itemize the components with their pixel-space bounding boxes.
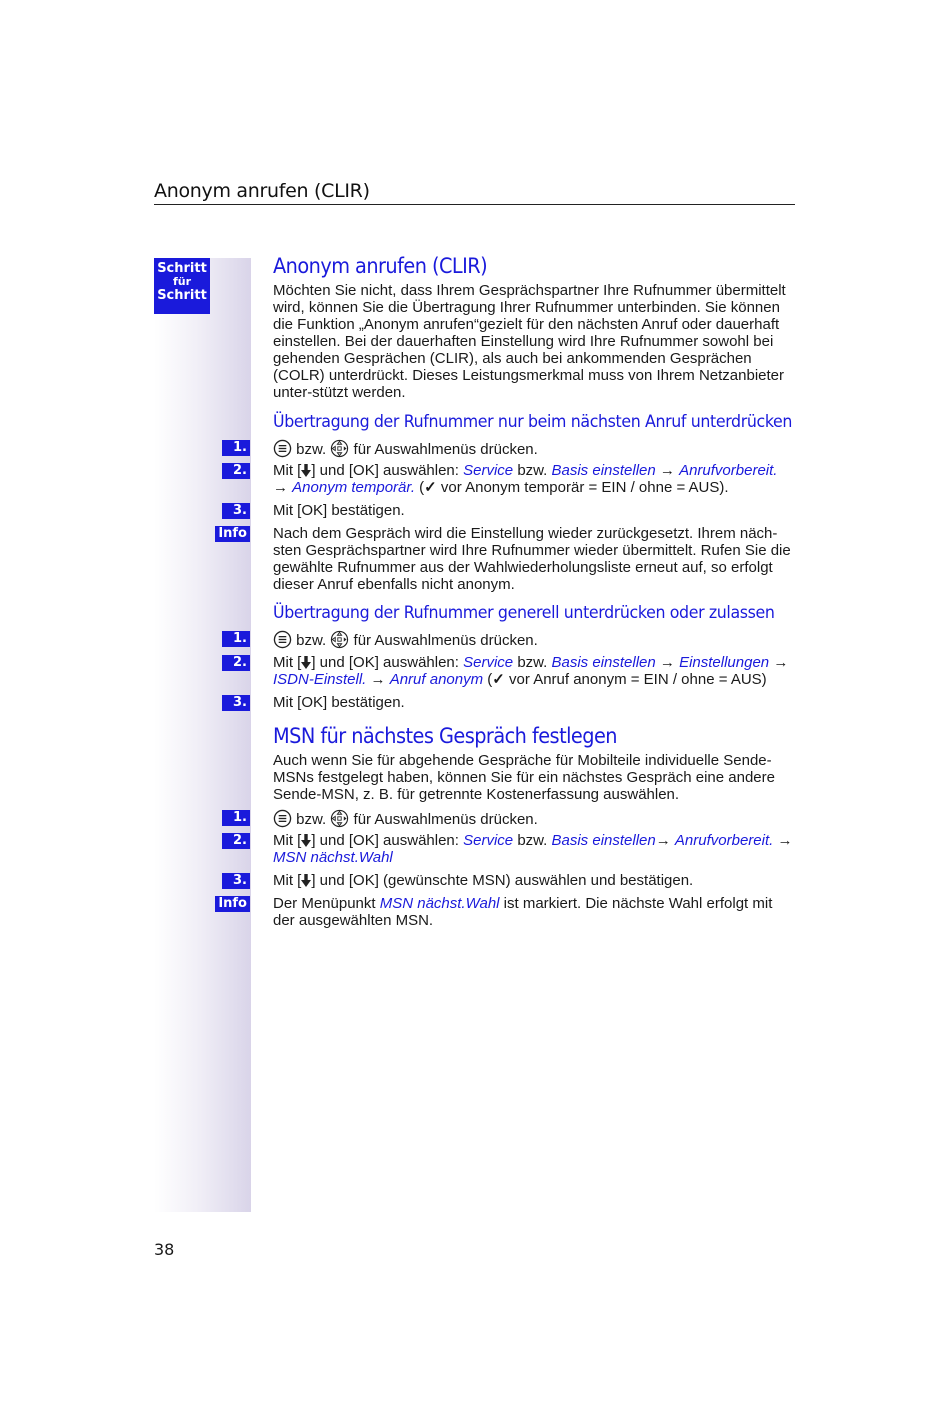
arrow-down-icon xyxy=(301,464,311,477)
badge-line-2: für xyxy=(172,275,192,288)
section-anonym-heading xyxy=(273,254,795,278)
step-marker: 1. xyxy=(222,631,250,647)
menu-key-icon xyxy=(273,809,292,828)
step-marker: 3. xyxy=(222,873,250,889)
step-marker: 3. xyxy=(222,695,250,711)
step-text: für Auswahlmenüs drücken. xyxy=(353,441,538,458)
section-msn-intro xyxy=(273,752,795,803)
step-text: ] und [OK] (gewünschte MSN) auswählen und bestätigen. xyxy=(311,872,694,889)
step-mid: ] und [OK] auswählen: xyxy=(311,462,459,479)
section-anonym-intro xyxy=(273,282,795,401)
menu-key-icon xyxy=(273,630,292,649)
menu-arrow: → xyxy=(777,832,793,849)
menu-basis-einstellen: Basis einstellen xyxy=(551,832,656,849)
menu-anrufvorbereit: Anrufvorbereit. xyxy=(679,462,778,479)
navigation-key-icon xyxy=(330,439,349,458)
intro-paragraph: Auch wenn Sie für abgehende Gespräche für Mobilteile individuelle Sende-MSNs festgelegt haben, können Sie für ein nächstes Gespräch eine andere Sende-MSN, z. B. für getrennte Kostenerfassung auswählen. xyxy=(273,752,775,803)
menu-isdn-einstell: ISDN-Einstell. xyxy=(273,671,367,688)
menu-arrow: → xyxy=(773,654,789,671)
checkmark-icon: ✓ xyxy=(492,671,505,688)
msn-info xyxy=(273,895,795,929)
sub1-step-1 xyxy=(273,439,795,458)
arrow-down-icon xyxy=(301,874,311,887)
menu-basis-einstellen: Basis einstellen xyxy=(551,654,656,671)
info-text: Nach dem Gespräch wird die Einstellung wieder zurückgesetzt. Ihrem näch-sten Gesprächspartner wird Ihre Rufnummer wieder übermittelt. Rufen Sie die gewählte Rufnummer aus der Wahlwiederholungsliste erneut auf, so erfolgt dieser Anruf ebenfalls nicht anonym. xyxy=(273,525,791,593)
step-text: für Auswahlmenüs drücken. xyxy=(353,632,538,649)
step-text: Mit [OK] bestätigen. xyxy=(273,694,405,711)
section-title: MSN für nächstes Gespräch festlegen xyxy=(273,724,617,748)
bzw-label: bzw. xyxy=(296,441,327,458)
paren-open: ( xyxy=(419,479,425,496)
step-marker: 2. xyxy=(222,463,250,479)
info-marker: Info xyxy=(215,896,250,912)
menu-arrow: → xyxy=(659,462,675,479)
menu-service: Service xyxy=(463,832,514,849)
badge-line-3: Schritt xyxy=(157,288,207,303)
separator-bzw: bzw. xyxy=(517,462,548,479)
step-marker: 1. xyxy=(222,440,250,456)
sub2-step-2 xyxy=(273,654,795,688)
menu-arrow: → xyxy=(273,479,288,496)
badge-line-1: Schritt xyxy=(157,261,207,276)
step-prefix: Mit [ xyxy=(273,872,302,889)
subsection-title: Übertragung der Rufnummer generell unterdrücken oder zulassen xyxy=(273,603,775,623)
step-marker: 3. xyxy=(222,503,250,519)
step-mid: ] und [OK] auswählen: xyxy=(311,654,459,671)
step-text: Mit [OK] bestätigen. xyxy=(273,502,405,519)
step-text: für Auswahlmenüs drücken. xyxy=(353,811,538,828)
section-title: Anonym anrufen (CLIR) xyxy=(273,254,488,278)
menu-service: Service xyxy=(463,462,514,479)
step-marker: 2. xyxy=(222,655,250,671)
menu-msn-naechst-wahl: MSN nächst.Wahl xyxy=(379,895,500,912)
step-prefix: Mit [ xyxy=(273,462,302,479)
menu-service: Service xyxy=(463,654,514,671)
subsection-title: Übertragung der Rufnummer nur beim nächsten Anruf unterdrücken xyxy=(273,412,793,432)
step-prefix: Mit [ xyxy=(273,654,302,671)
intro-paragraph: Möchten Sie nicht, dass Ihrem Gesprächspartner Ihre Rufnummer übermittelt wird, können Sie die Übertragung Ihrer Rufnummer unterbinden. Sie können die Funktion „Anonym anrufen“gezielt für den nächsten Anruf oder dauerhaft einstellen. Bei der dauerhaften Einstellung wird Ihre Rufnummer sowohl bei gehenden Gesprächen (CLIR), als auch bei ankommenden Gesprächen (COLR) unterdrückt. Dieses Leistungsmerkmal muss von Ihrem Netzanbieter unter-stützt werden. xyxy=(273,282,786,401)
menu-arrow: → xyxy=(659,654,675,671)
page-number: 38 xyxy=(154,1240,175,1259)
step-suffix: vor Anruf anonym = EIN / ohne = AUS) xyxy=(509,671,767,688)
menu-arrow: → xyxy=(370,671,386,688)
sub1-step-2 xyxy=(273,462,795,496)
msn-step-3 xyxy=(273,872,795,889)
bzw-label: bzw. xyxy=(296,811,327,828)
paren-open: ( xyxy=(487,671,493,688)
step-marker: 1. xyxy=(222,810,250,826)
menu-msn-naechst-wahl: MSN nächst.Wahl xyxy=(273,849,393,866)
sub1-step-3 xyxy=(273,502,795,519)
subsection-permanent xyxy=(273,603,795,623)
side-strip xyxy=(154,258,251,1212)
navigation-key-icon xyxy=(330,809,349,828)
menu-anruf-anonym: Anruf anonym xyxy=(389,671,484,688)
step-marker: 2. xyxy=(222,833,250,849)
info-prefix: Der Menüpunkt xyxy=(273,895,376,912)
subsection-next-call xyxy=(273,412,795,432)
step-suffix: vor Anonym temporär = EIN / ohne = AUS). xyxy=(440,479,729,496)
separator-bzw: bzw. xyxy=(517,654,548,671)
arrow-down-icon xyxy=(301,656,311,669)
menu-anrufvorbereit: Anrufvorbereit. xyxy=(674,832,774,849)
info-marker: Info xyxy=(215,526,250,542)
arrow-down-icon xyxy=(301,834,311,847)
menu-anonym-temporaer: Anonym temporär. xyxy=(292,479,415,496)
menu-einstellungen: Einstellungen xyxy=(679,654,770,671)
menu-arrow: → xyxy=(655,832,671,849)
running-header: Anonym anrufen (CLIR) xyxy=(154,180,370,202)
menu-basis-einstellen: Basis einstellen xyxy=(551,462,656,479)
checkmark-icon: ✓ xyxy=(424,479,437,496)
sub2-step-3 xyxy=(273,694,795,711)
step-prefix: Mit [ xyxy=(273,832,302,849)
separator-bzw: bzw. xyxy=(517,832,548,849)
header-rule xyxy=(154,204,795,205)
msn-step-2 xyxy=(273,832,795,866)
schritt-fuer-schritt-badge xyxy=(154,258,210,314)
navigation-key-icon xyxy=(330,630,349,649)
step-mid: ] und [OK] auswählen: xyxy=(311,832,459,849)
section-msn-heading xyxy=(273,724,795,748)
sub1-info xyxy=(273,525,795,593)
sub2-step-1 xyxy=(273,630,795,649)
msn-step-1 xyxy=(273,809,795,828)
menu-key-icon xyxy=(273,439,292,458)
bzw-label: bzw. xyxy=(296,632,327,649)
info-suffix: ist markiert. Die nächste Wahl erfolgt mit der ausgewählten MSN. xyxy=(273,895,773,929)
